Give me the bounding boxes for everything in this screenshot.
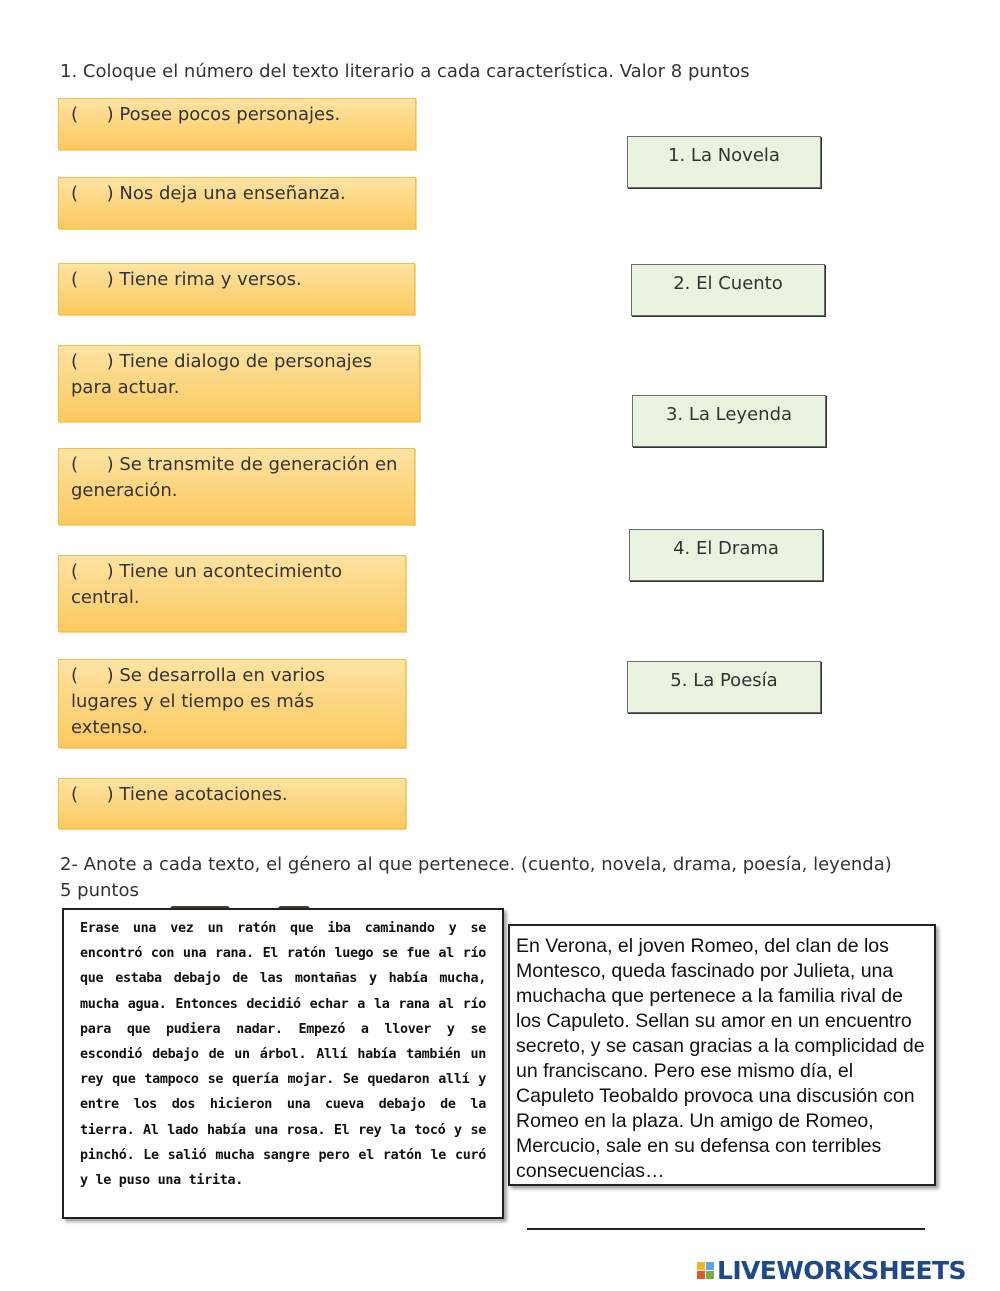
answer-blank[interactable]: ( ) bbox=[71, 351, 114, 372]
characteristic-text: Tiene acotaciones. bbox=[113, 784, 288, 805]
answer-blank[interactable]: ( ) bbox=[71, 561, 114, 582]
characteristic-item-2 bbox=[58, 177, 416, 229]
characteristic-text: Tiene rima y versos. bbox=[113, 269, 302, 290]
answer-blank[interactable]: ( ) bbox=[71, 665, 114, 686]
answer-blank[interactable]: ( ) bbox=[71, 104, 114, 125]
genre-box-poesia: 5. La Poesía bbox=[627, 661, 821, 713]
genre-box-leyenda: 3. La Leyenda bbox=[632, 395, 826, 447]
logo-text: LIVEWORKSHEETS bbox=[717, 1255, 966, 1285]
characteristic-item-5 bbox=[58, 448, 415, 525]
question-2-title: 2- Anote a cada texto, el género al que pertenece. (cuento, novela, drama, poesía, leyenda) 5 puntos bbox=[60, 854, 892, 901]
question-1-title: 1. Coloque el número del texto literario a cada característica. Valor 8 puntos bbox=[60, 61, 750, 82]
story-text-1: Erase una vez un ratón que iba caminando y se encontró con una rana. El ratón luego se fue al río que estaba debajo de las montañas y había mucha, mucha agua. Entonces decidió echar a la rana al río para que pudiera nadar. Empezó a llover y se escondió debajo de un árbol. Allí había también un rey que tampoco se quería mojar. Se quedaron allí y entre los dos hicieron una cueva debajo de la tierra. Al lado había una rosa. El rey la tocó y se pinchó. Le salió mucha sangre pero el ratón le curó y le puso una tirita. bbox=[62, 908, 504, 1219]
characteristic-item-3 bbox=[58, 263, 415, 315]
logo-icon bbox=[697, 1262, 714, 1279]
genre-box-cuento: 2. El Cuento bbox=[631, 264, 825, 316]
characteristic-item-1 bbox=[58, 98, 416, 150]
story-text-2: En Verona, el joven Romeo, del clan de los Montesco, queda fascinado por Julieta, una muchacha que pertenece a la familia rival de los Capuleto. Sellan su amor en un encuentro secreto, y se casan gracias a la complicidad de un franciscano. Pero ese mismo día, el Capuleto Teobaldo provoca una discusión con Romeo en la plaza. Un amigo de Romeo, Mercucio, sale en su defensa con terribles consecuencias… bbox=[508, 924, 936, 1186]
characteristic-text: Posee pocos personajes. bbox=[113, 104, 341, 125]
characteristic-item-6 bbox=[58, 555, 406, 632]
characteristic-item-8 bbox=[58, 778, 406, 829]
answer-line[interactable] bbox=[527, 1228, 925, 1230]
answer-blank[interactable]: ( ) bbox=[71, 784, 114, 805]
characteristic-text: Nos deja una enseñanza. bbox=[113, 183, 346, 204]
liveworksheets-logo bbox=[697, 1255, 966, 1285]
answer-blank[interactable]: ( ) bbox=[71, 183, 114, 204]
characteristic-item-7 bbox=[58, 659, 406, 748]
characteristic-text: Tiene un acontecimiento central. bbox=[71, 561, 343, 608]
answer-blank[interactable]: ( ) bbox=[71, 454, 114, 475]
answer-blank[interactable]: ( ) bbox=[71, 269, 114, 290]
characteristic-text: Se transmite de generación en generación. bbox=[71, 454, 398, 501]
characteristic-text: Se desarrolla en varios lugares y el tiempo es más extenso. bbox=[71, 665, 326, 738]
characteristic-item-4 bbox=[58, 345, 420, 422]
genre-box-drama: 4. El Drama bbox=[629, 529, 823, 581]
genre-box-novela: 1. La Novela bbox=[627, 136, 821, 188]
characteristic-text: Tiene dialogo de personajes para actuar. bbox=[71, 351, 373, 398]
